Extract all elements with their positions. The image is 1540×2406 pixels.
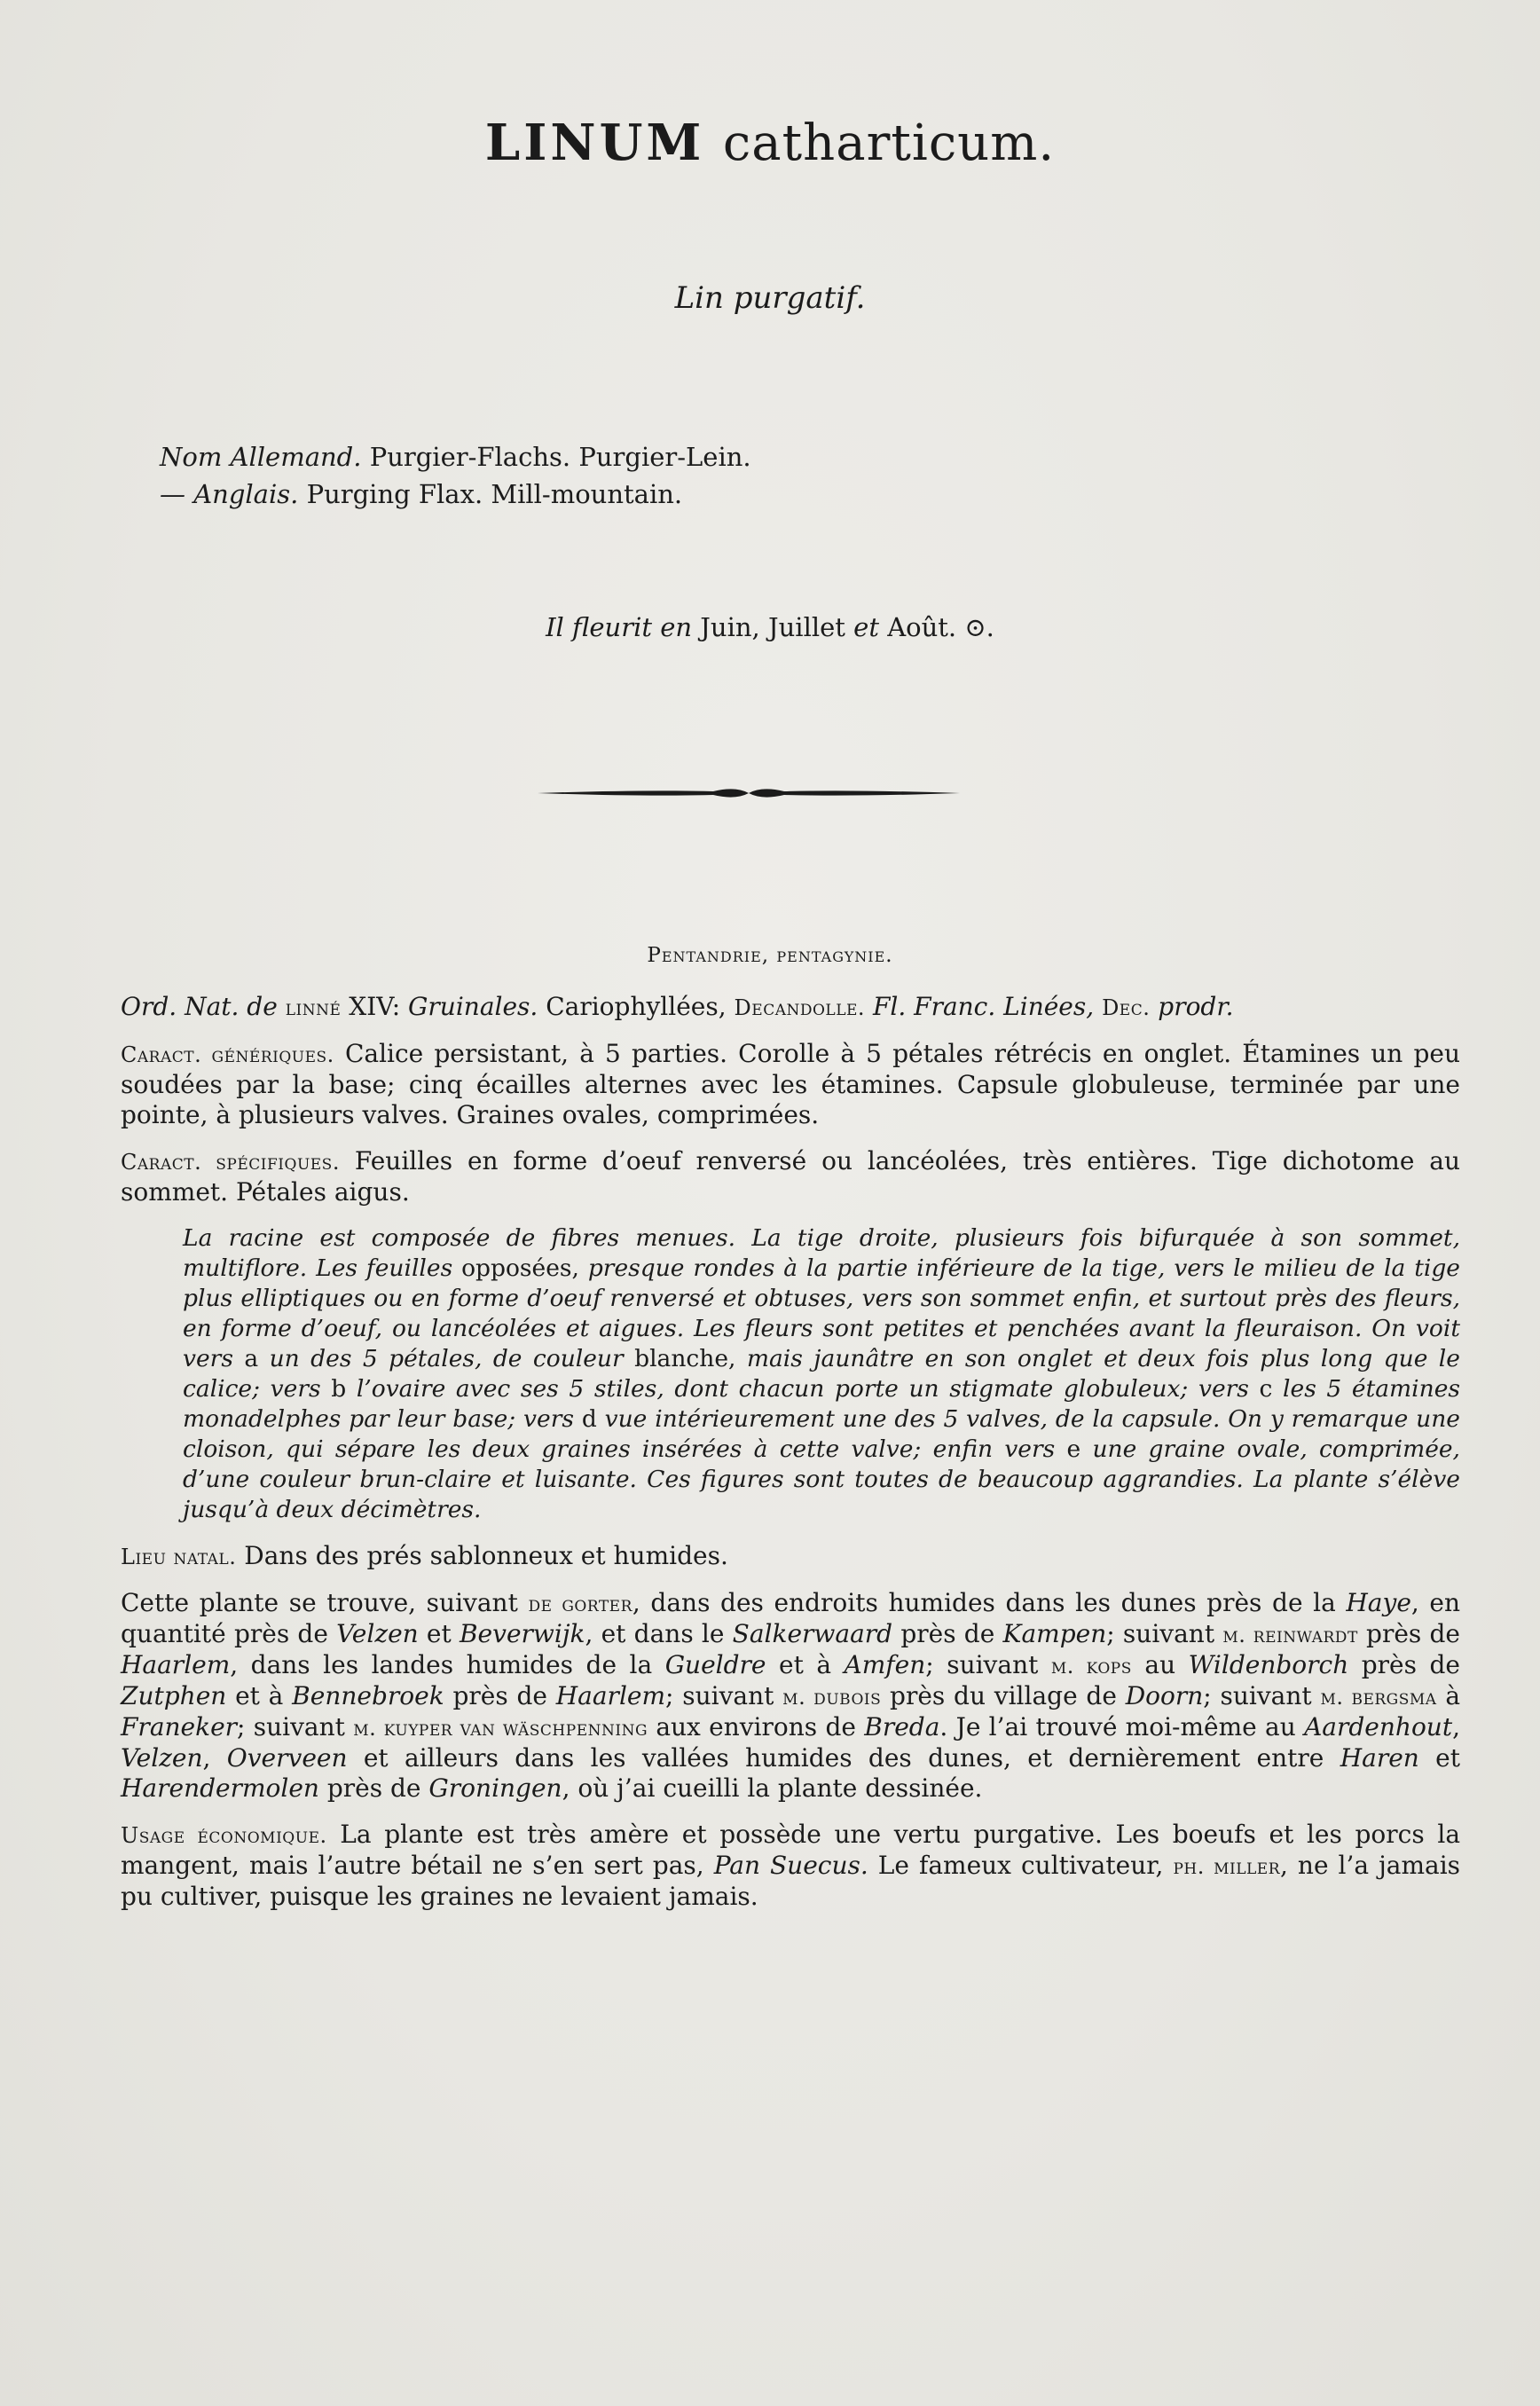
natural-order [121,992,1460,1023]
figure-letter: c [1259,1375,1273,1403]
person-name: m. kuyper van wäschpenning [353,1716,648,1741]
locality-text: Cette plante se trouve, suivant [121,1588,518,1617]
place-name: Bennebroek [292,1681,444,1710]
ordre-author: Decandolle. [734,995,866,1020]
main-text [121,992,1460,1928]
economic-use-text: , ne l’a jamais pu cultiver, puisque les graines ne levaient jamais. [121,1851,1461,1911]
flowering-months-2: Août. [887,612,957,642]
economic-use-text: La plante est très amère et possède une vertu purgative. Les boeufs et les porcs la mangent, mais l’autre bétail ne s’en sert pas, [121,1820,1461,1880]
figure-letter: e [1066,1435,1081,1463]
locality-text: près de [452,1681,547,1710]
economic-use-label: Usage économique. [121,1823,327,1848]
place-name: Haye [1346,1588,1411,1617]
locality-text: à [1445,1681,1461,1710]
description-text: blanche, [634,1345,736,1372]
german-name-row [160,438,751,476]
description-text: presque rondes à la partie inférieure de la tige, vers le milieu de la tige plus elliptiques ou en forme d’oeuf renversé et obtuses, vers son sommet enfin, et surtout près des fleurs, en forme d’oeuf, ou lancéolées et aigues. Les fleurs sont petites et penchées avant la fleuraison. On voit vers [183,1254,1460,1372]
flowering-prefix: Il fleurit en [546,612,693,642]
native-habitat [121,1541,1460,1572]
specific-label: Caract. spécifiques. [121,1150,340,1175]
place-name: Salkerwaard [732,1619,893,1648]
locality-text: près de [900,1619,995,1648]
person-name: ph. miller [1173,1854,1280,1879]
description-text: La racine est composée de fibres menues. La tige droite, plusieurs fois bifurquée à son sommet, multiflore. Les feuilles [183,1224,1460,1282]
place-name: Haarlem [121,1650,231,1679]
locality-text: ; suivant [925,1650,1039,1679]
generic-characters [121,1039,1460,1130]
description-text: vue intérieurement une des 5 valves, de la capsule. On y remarque une cloison, qui sépare les deux graines insérées à cette valve; enfin vers [183,1405,1460,1463]
ordre-part: Gruinales. [408,992,538,1021]
locality-text: , [202,1743,211,1773]
place-name: Doorn [1125,1681,1204,1710]
localities [121,1588,1460,1804]
flowering-and: et [853,612,879,642]
locality-text: et [426,1619,452,1648]
description-text: un des 5 pétales, de couleur [269,1345,624,1372]
english-value: Purging Flax. Mill-mountain. [306,479,683,509]
locality-text: ; suivant [237,1712,345,1742]
place-name: Franeker [121,1712,238,1742]
title-genus: LINUM [484,114,705,172]
ordre-author: Dec. [1102,995,1151,1020]
german-value: Purgier-Flachs. Purgier-Lein. [369,442,751,472]
description-text: l’ovaire avec ses 5 stiles, dont chacun porte un stigmate globuleux; vers [356,1375,1249,1403]
ordre-part: Cariophyllées, [546,992,727,1021]
place-name: Breda [864,1712,940,1742]
locality-text: , et dans le [585,1619,725,1648]
locality-text: , en quantité près de [121,1588,1461,1648]
ordre-author: linné [285,995,342,1020]
locality-text: et [1435,1743,1460,1773]
locality-text: près du village de [890,1681,1117,1710]
locality-text: , [1452,1712,1460,1742]
habitat-label: Lieu natal. [121,1545,237,1569]
place-name: Zutphen [121,1681,227,1710]
locality-text: ; suivant [1203,1681,1312,1710]
german-label: Nom Allemand. [160,442,362,472]
locality-text: . Je l’ai trouvé moi-même au [939,1712,1296,1742]
locality-text: près de [1366,1619,1460,1648]
ordre-part: Ord. Nat. de [121,992,278,1021]
vernacular-names [160,438,751,513]
place-name: Haarlem [555,1681,666,1710]
place-name: Kampen [1002,1619,1107,1648]
habitat-text: Dans des prés sablonneux et humides. [244,1541,728,1570]
locality-text: et à [235,1681,284,1710]
locality-text: et ailleurs dans les vallées humides des dunes, et dernièrement entre [363,1743,1324,1773]
place-name: Aardenhout [1304,1712,1453,1742]
generic-label: Caract. génériques. [121,1042,334,1067]
ornament-divider-icon [536,781,962,806]
figure-letter: a [244,1345,259,1372]
place-name: Groningen [428,1773,562,1803]
english-name-row [160,476,751,513]
place-name: Haren [1340,1743,1419,1773]
person-name: m. reinwardt [1222,1623,1358,1647]
locality-text: ; suivant [665,1681,774,1710]
description-text: une graine ovale, comprimée, d’une couleur brun-claire et luisante. Ces figures sont toutes de beaucoup aggrandies. La plante s’élève jusqu’à deux décimètres. [183,1435,1460,1523]
person-name: de gorter [528,1592,632,1616]
place-name: Harendermolen [121,1773,319,1803]
person-name: m. dubois [782,1685,882,1710]
figure-letter: d [581,1405,597,1433]
ordre-part: Fl. Franc. Linées, [872,992,1095,1021]
plant-description [121,1223,1460,1525]
ordre-part: prodr. [1158,992,1234,1021]
economic-use-text: Le fameux cultivateur, [877,1851,1164,1880]
annual-symbol: ⊙. [964,612,994,642]
flowering-period [0,612,1540,642]
person-name: m. kops [1050,1654,1132,1679]
flowering-months-1: Juin, Juillet [700,612,845,642]
figure-letter: b [331,1375,347,1403]
reference-title: Pan Suecus. [713,1851,868,1880]
locality-text: , dans des endroits humides dans les dunes près de la [632,1588,1336,1617]
place-name: Velzen [336,1619,419,1648]
person-name: m. bergsma [1320,1685,1437,1710]
locality-text: au [1144,1650,1176,1679]
locality-text: près de [1361,1650,1460,1679]
place-name: Amfen [844,1650,926,1679]
description-text: mais jaunâtre en son onglet et deux fois plus long que le calice; vers [183,1345,1460,1403]
locality-text: , dans les landes humides de la [230,1650,653,1679]
page-title [0,114,1540,172]
place-name: Wildenborch [1188,1650,1349,1679]
description-text: opposées, [461,1254,579,1282]
subtitle: Lin purgatif. [674,280,866,316]
locality-text: , où j’ai cueilli la plante dessinée. [562,1773,983,1803]
place-name: Overveen [226,1743,348,1773]
description-text: les 5 étamines monadelphes par leur base; vers [183,1375,1460,1433]
locality-text: aux environs de [656,1712,856,1742]
title-species: catharticum. [722,114,1056,172]
place-name: Beverwijk [459,1619,585,1648]
place-name: Gueldre [664,1650,766,1679]
ordre-part: XIV: [349,992,401,1021]
locality-text: ; suivant [1106,1619,1215,1648]
place-name: Velzen [121,1743,203,1773]
economic-use [121,1820,1460,1912]
specific-characters [121,1146,1460,1207]
locality-text: et à [779,1650,832,1679]
english-label: — Anglais. [160,479,299,509]
generic-text: Calice persistant, à 5 parties. Corolle à 5 pétales rétrécis en onglet. Étamines un peu soudées par la base; cinq écailles alternes avec les étamines. Capsule globuleuse, terminée par une pointe, à plusieurs valves. Graines ovales, comprimées. [121,1039,1460,1129]
locality-text: près de [326,1773,421,1803]
classification-heading: Pentandrie, pentagynie. [647,944,893,967]
specific-text: Feuilles en forme d’oeuf renversé ou lancéolées, très entières. Tige dichotome au sommet. Pétales aigus. [121,1146,1461,1207]
